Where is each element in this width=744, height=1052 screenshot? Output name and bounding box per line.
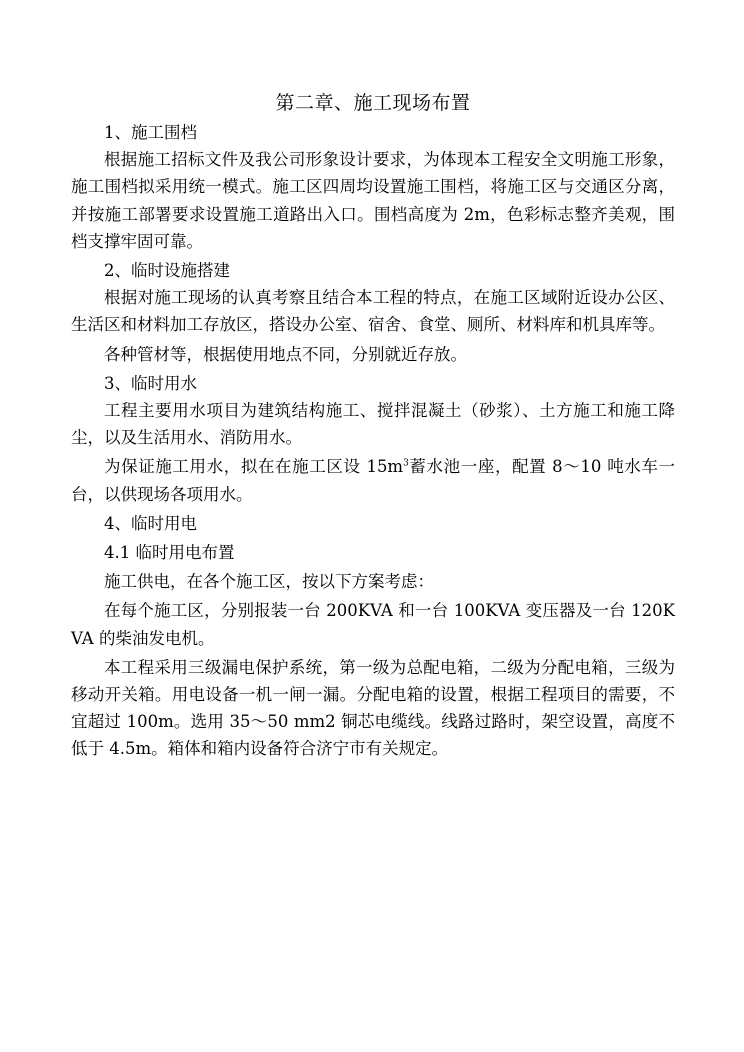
section-2-heading: 2、临时设施搭建	[104, 261, 230, 281]
section-4-heading: 4、临时用电	[104, 513, 197, 533]
section-2-paragraph-1: 根据对施工现场的认真考察且结合本工程的特点，在施工区域附近设办公区、生活区和材料加工存放区，搭设办公室、宿舍、食堂、厕所、材料库和机具库等。	[71, 288, 675, 335]
section-3-paragraph-2	[71, 453, 675, 507]
section-1-paragraph-1: 根据施工招标文件及我公司形象设计要求，为体现本工程安全文明施工形象，施工围档拟采用统一模式。施工区四周均设置施工围档，将施工区与交通区分离，并按施工部署要求设置施工道路出入口。围档高度为 2m，色彩标志整齐美观，围档支撑牢固可靠。	[71, 150, 675, 251]
section-4-1-paragraph-2: 在每个施工区，分别报装一台 200KVA 和一台 100KVA 变压器及一台 120KVA 的柴油发电机。	[71, 601, 675, 648]
chapter-title: 第二章、施工现场布置	[275, 92, 471, 114]
section-2-paragraph-2: 各种管材等，根据使用地点不同，分别就近存放。	[104, 344, 467, 364]
document-body	[71, 88, 675, 763]
section-3-paragraph-2-part-1: 为保证施工用水，拟在在施工区设 15m	[104, 457, 404, 477]
section-4-1-heading: 4.1 临时用电布置	[104, 543, 235, 563]
section-3-paragraph-1: 工程主要用水项目为建筑结构施工、搅拌混凝土（砂浆）、土方施工和施工降尘，以及生活用水、消防用水。	[71, 401, 675, 448]
section-4-1-paragraph-1: 施工供电，在各个施工区，按以下方案考虑：	[104, 572, 434, 592]
section-3-heading: 3、临时用水	[104, 373, 197, 393]
section-1-heading: 1、施工围档	[104, 123, 197, 142]
section-4-1-paragraph-3: 本工程采用三级漏电保护系统，第一级为总配电箱，二级为分配电箱，三级为移动开关箱。用电设备一机一闸一漏。分配电箱的设置，根据工程项目的需要，不宜超过 100m。选用 35～50 mm2 铜芯电缆线。线路过路时，架空设置，高度不低于 4.5m。箱体和箱内设备符合济宁市有关规定。	[71, 657, 675, 759]
section-3-paragraph-2-part-2: 蓄水池一座，配置 8～10 吨水车一台，以供现场各项用水。	[71, 457, 676, 504]
cubic-superscript: 3	[403, 458, 409, 469]
